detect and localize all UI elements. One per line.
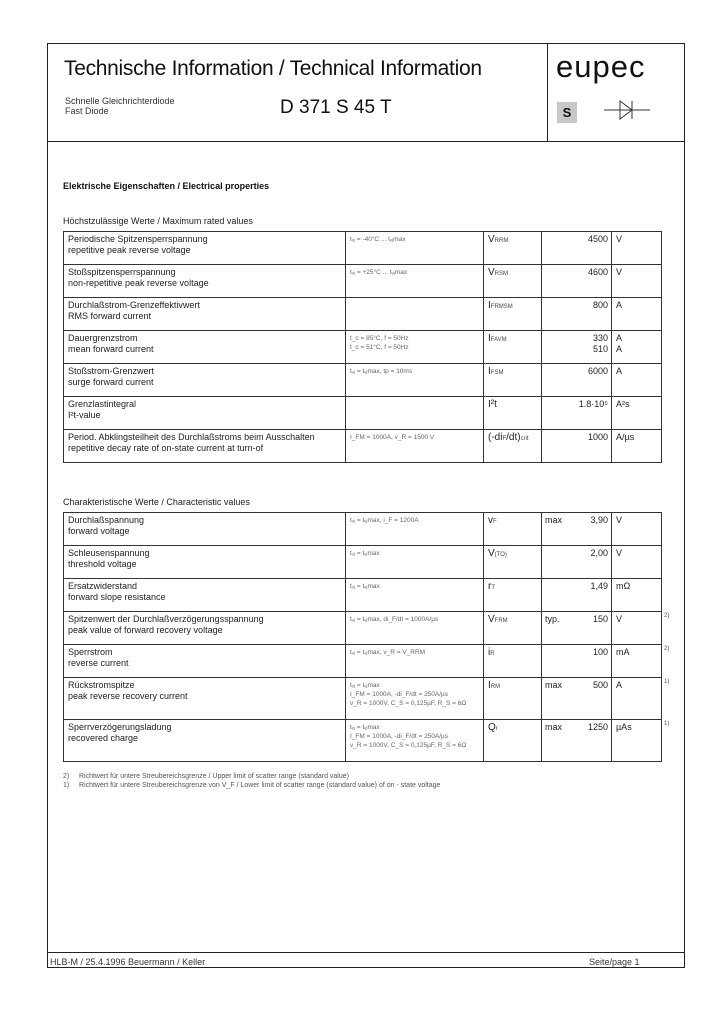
unit: [612, 298, 662, 331]
symbol: [484, 298, 542, 331]
label-de: Stoßspitzensperrspannung: [68, 267, 176, 277]
label-de: Grenzlastintegral: [68, 399, 137, 409]
condition-line: tᵥⱼ = tᵥⱼmax, tp = 10ms: [350, 368, 413, 375]
param-label: [64, 678, 346, 720]
label-en: forward voltage: [68, 526, 130, 536]
symbol: [484, 645, 542, 678]
symbol: [484, 513, 542, 546]
symbol: [484, 331, 542, 364]
symbol-main: I: [488, 300, 491, 311]
symbol-main: i: [488, 647, 491, 658]
label-de: Sperrstrom: [68, 647, 113, 657]
symbol-sub: (TO): [494, 552, 507, 558]
conditions: [346, 265, 484, 298]
footnote-ref: 2): [664, 646, 670, 652]
table-row: [64, 645, 662, 678]
symbol: [484, 265, 542, 298]
label-de: Durchlaßspannung: [68, 515, 145, 525]
conditions: [346, 364, 484, 397]
char-group-title: Charakteristische Werte / Characteristic values: [63, 497, 250, 507]
condition-line: tᵥⱼ = tᵥⱼmax, di_F/dt = 1000A/µs: [350, 616, 439, 623]
symbol-main: I: [488, 680, 491, 691]
value-1: 1,49: [590, 581, 608, 591]
label-en: peak reverse recovery current: [68, 691, 188, 701]
label-en: repetitive decay rate of on-state current at turn-of: [68, 443, 264, 453]
symbol-sub: RSM: [494, 271, 509, 277]
value-1: 3,90: [590, 515, 608, 525]
condition-line: t_c = 51°C, f = 50Hz: [350, 344, 409, 351]
symbol-sub: FRM: [494, 618, 508, 624]
label-en: threshold voltage: [68, 559, 137, 569]
unit: [612, 331, 662, 364]
symbol: [484, 579, 542, 612]
symbol: [484, 678, 542, 720]
condition-line: v_R = 1000V, C_S = 0,125µF, R_S = 6Ω: [350, 700, 467, 707]
condition-line: tᵥⱼ = tᵥⱼmax: [350, 724, 380, 731]
symbol-sub: T: [491, 585, 496, 591]
param-label: [64, 364, 346, 397]
param-label: [64, 397, 346, 430]
unit-1: A: [616, 300, 623, 310]
max-rated-table: [63, 231, 662, 463]
symbol: [484, 612, 542, 645]
unit-1: V: [616, 614, 623, 624]
table-row: [64, 546, 662, 579]
s-badge: S: [557, 102, 577, 123]
value: [542, 579, 612, 612]
value-prefix: max: [545, 680, 563, 690]
param-label: [64, 298, 346, 331]
param-label: [64, 513, 346, 546]
footnote-1-text: Richtwert für untere Streubereichsgrenze / Upper limit of scatter range (standard value): [78, 773, 349, 780]
table-row: [64, 364, 662, 397]
footnote-2: [63, 782, 440, 789]
symbol: [484, 720, 542, 762]
unit: [612, 513, 662, 546]
symbol-sub: FSM: [490, 370, 504, 376]
label-en: reverse current: [68, 658, 129, 668]
param-label: [64, 331, 346, 364]
max-group-title: Höchstzulässige Werte / Maximum rated values: [63, 216, 253, 226]
condition-line: I_FM = 1000A, -di_F/dt = 250A/µs: [350, 691, 449, 698]
param-label: [64, 430, 346, 463]
label-de: Ersatzwiderstand: [68, 581, 138, 591]
label-en: peak value of forward recovery voltage: [68, 625, 223, 635]
symbol-sub: RRM: [494, 238, 509, 244]
value-1: 4500: [587, 234, 608, 244]
unit-1: V: [616, 548, 623, 558]
table-row: [64, 513, 662, 546]
label-en: mean forward current: [68, 344, 154, 354]
label-en: forward slope resistance: [68, 592, 166, 602]
table-row: [64, 612, 662, 645]
condition-line: tᵥⱼ = -40°C ... tᵥⱼmax: [350, 236, 406, 243]
value: [542, 513, 612, 546]
symbol: [484, 364, 542, 397]
footnote-ref: 1): [664, 679, 670, 685]
value-2: 510: [592, 344, 608, 354]
conditions: [346, 720, 484, 762]
symbol-sub2: crit: [520, 436, 529, 442]
footnote-ref: 1): [664, 721, 670, 727]
eupec-logo: eupec: [556, 49, 646, 84]
conditions: [346, 232, 484, 265]
table-row: [64, 265, 662, 298]
subtitle-de: Schnelle Gleichrichterdiode: [65, 96, 175, 106]
param-label: [64, 546, 346, 579]
condition-line: v_R = 1000V, C_S = 0,125µF, R_S = 6Ω: [350, 742, 467, 749]
table-row: [64, 298, 662, 331]
unit-1: mA: [616, 647, 630, 657]
symbol-sub: r: [495, 726, 498, 732]
unit-2: A: [616, 344, 623, 354]
symbol: [484, 232, 542, 265]
label-de: Rückstromspitze: [68, 680, 135, 690]
param-label: [64, 265, 346, 298]
footer-author: HLB-M / 25.4.1996 Beuermann / Keller: [50, 957, 206, 967]
label-de: Period. Abklingsteilheit des Durchlaßstroms beim Ausschalten: [68, 432, 315, 442]
unit-1: V: [616, 267, 623, 277]
value-1: 1250: [587, 722, 608, 732]
condition-line: t_c = 85°C, f = 50Hz: [350, 335, 409, 342]
unit: [612, 579, 662, 612]
condition-line: tᵥⱼ = tᵥⱼmax: [350, 682, 380, 689]
symbol-sub: R: [490, 651, 495, 657]
label-en: non-repetitive peak reverse voltage: [68, 278, 209, 288]
value-1: 500: [592, 680, 608, 690]
value: [542, 612, 612, 645]
table-row: [64, 678, 662, 720]
condition-line: tᵥⱼ = +25°C ... tᵥⱼmax: [350, 269, 408, 276]
unit-1: V: [616, 515, 623, 525]
param-label: [64, 720, 346, 762]
symbol-main: r: [488, 581, 492, 592]
label-de: Schleusenspannung: [68, 548, 150, 558]
value-prefix: max: [545, 722, 563, 732]
unit: [612, 612, 662, 645]
condition-line: I_FM = 1000A, -di_F/dt = 250A/µs: [350, 733, 449, 740]
value: [542, 397, 612, 430]
footnote-1: [63, 773, 349, 780]
footnote-1-num: 2): [63, 773, 70, 780]
value-1: 6000: [587, 366, 608, 376]
label-en: surge forward current: [68, 377, 154, 387]
symbol-sub: RM: [490, 684, 501, 690]
label-de: Stoßstrom-Grenzwert: [68, 366, 155, 376]
label-en: repetitive peak reverse voltage: [68, 245, 191, 255]
footer-divider: [47, 952, 685, 953]
footnote-2-text: Richtwert für untere Streubereichsgrenze von V_F / Lower limit of scatter range (standard value) of on - state voltage: [78, 782, 441, 789]
label-en: recovered charge: [68, 733, 139, 743]
unit: [612, 720, 662, 762]
symbol-main: Q: [488, 722, 496, 733]
value-1: 800: [592, 300, 608, 310]
value: [542, 720, 612, 762]
section-title: Elektrische Eigenschaften / Electrical properties: [63, 181, 270, 191]
value-1: 1000: [587, 432, 608, 442]
unit-1: A: [616, 333, 623, 343]
value: [542, 678, 612, 720]
symbol-main: V: [488, 267, 495, 278]
symbol-main: (-di: [488, 432, 503, 443]
value-1: 330: [592, 333, 608, 343]
conditions: [346, 579, 484, 612]
value: [542, 430, 612, 463]
unit-1: A/µs: [616, 432, 635, 442]
subtitle: [65, 96, 175, 116]
conditions: [346, 645, 484, 678]
value: [542, 364, 612, 397]
conditions: [346, 678, 484, 720]
value-prefix: typ.: [545, 614, 560, 624]
condition-line: tᵥⱼ = tᵥⱼmax, v_R = V_RRM: [350, 649, 426, 656]
unit-1: A²s: [616, 399, 630, 409]
characteristic-table: [63, 512, 662, 762]
symbol-sub: F: [493, 519, 497, 525]
symbol-main: I: [488, 333, 491, 344]
symbol-sub: FAVM: [490, 337, 507, 343]
symbol-main: v: [488, 515, 493, 526]
unit: [612, 232, 662, 265]
conditions: [346, 298, 484, 331]
footer-page: Seite/page 1: [589, 957, 640, 967]
param-label: [64, 579, 346, 612]
value-1: 4600: [587, 267, 608, 277]
table-row: [64, 579, 662, 612]
unit-1: µAs: [616, 722, 632, 732]
value: [542, 331, 612, 364]
symbol: [484, 397, 542, 430]
unit: [612, 430, 662, 463]
header-divider: [47, 141, 685, 142]
value-1: 100: [592, 647, 608, 657]
conditions: [346, 397, 484, 430]
label-de: Durchlaßstrom-Grenzeffektivwert: [68, 300, 200, 310]
label-de: Spitzenwert der Durchlaßverzögerungsspannung: [68, 614, 264, 624]
value-1: 1.8·10⁵: [578, 399, 608, 409]
unit: [612, 265, 662, 298]
symbol-main: V: [488, 548, 495, 559]
page-title: Technische Information / Technical Information: [64, 57, 482, 80]
footnote-2-num: 1): [63, 782, 70, 789]
value: [542, 298, 612, 331]
unit: [612, 678, 662, 720]
label-de: Periodische Spitzensperrspannung: [68, 234, 208, 244]
symbol-main: V: [488, 614, 495, 625]
conditions: [346, 430, 484, 463]
unit: [612, 397, 662, 430]
footnote-ref: 2): [664, 613, 670, 619]
value-1: 150: [592, 614, 608, 624]
param-label: [64, 645, 346, 678]
table-row: [64, 720, 662, 762]
table-row: [64, 331, 662, 364]
unit: [612, 364, 662, 397]
label-de: Dauergrenzstrom: [68, 333, 138, 343]
subtitle-en: Fast Diode: [65, 106, 109, 116]
value: [542, 232, 612, 265]
value-1: 2,00: [590, 548, 608, 558]
unit: [612, 546, 662, 579]
unit-1: mΩ: [616, 581, 631, 591]
label-de: Sperrverzögerungsladung: [68, 722, 172, 732]
unit: [612, 645, 662, 678]
symbol-sub: FRMSM: [490, 304, 513, 310]
value-prefix: max: [545, 515, 563, 525]
param-label: [64, 612, 346, 645]
table-row: [64, 397, 662, 430]
symbol-main: I²t: [488, 399, 497, 410]
label-en: I²t-value: [68, 410, 101, 420]
value: [542, 645, 612, 678]
part-number: D 371 S 45 T: [280, 97, 392, 118]
unit-1: V: [616, 234, 623, 244]
diode-symbol-icon: [604, 98, 650, 122]
value: [542, 265, 612, 298]
condition-line: I_FM = 1000A, v_R = 1500 V: [350, 434, 435, 441]
symbol-main: I: [488, 366, 491, 377]
conditions: [346, 546, 484, 579]
value: [542, 546, 612, 579]
symbol: [484, 430, 542, 463]
symbol: [484, 546, 542, 579]
condition-line: tᵥⱼ = tᵥⱼmax: [350, 583, 380, 590]
unit-1: A: [616, 366, 623, 376]
condition-line: tᵥⱼ = tᵥⱼmax, i_F = 1200A: [350, 517, 419, 524]
symbol-post: /dt): [506, 432, 521, 443]
symbol-main: V: [488, 234, 495, 245]
conditions: [346, 612, 484, 645]
symbol-sub: F: [502, 436, 507, 442]
param-label: [64, 232, 346, 265]
conditions: [346, 513, 484, 546]
logo-divider: [547, 43, 548, 142]
label-en: RMS forward current: [68, 311, 152, 321]
table-row: [64, 430, 662, 463]
conditions: [346, 331, 484, 364]
table-row: [64, 232, 662, 265]
unit-1: A: [616, 680, 623, 690]
condition-line: tᵥⱼ = tᵥⱼmax: [350, 550, 380, 557]
